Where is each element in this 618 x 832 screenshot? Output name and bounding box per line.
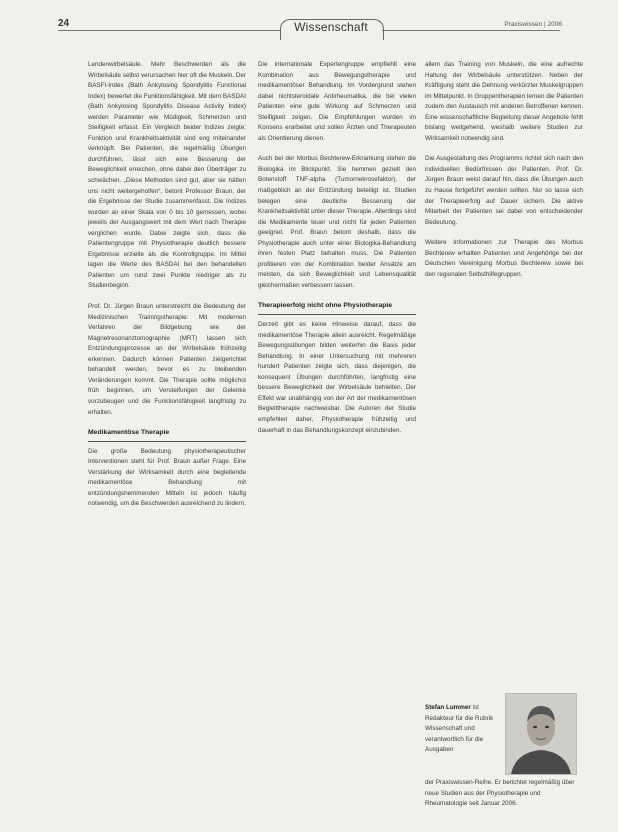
author-bio-tail: der Praxiswissen-Reihe. Er berichtet regelmäßig über neue Studien aus der Physiotherapie und Rheumatologie seit Januar 2006. (425, 779, 575, 808)
header-rule-left (58, 30, 280, 31)
issue-label: Praxiswissen | 2006 (504, 21, 562, 28)
subheading-therapieerfolg: Therapieerfolg nicht ohne Physiotherapie (258, 301, 416, 315)
section-title: Wissenschaft (294, 20, 368, 34)
author-text: ist Redakteur für die Rubrik Wissenschaft und verantwortlich für die Ausgaben (425, 704, 494, 754)
author-portrait-image (506, 694, 576, 774)
author-photo (505, 693, 577, 775)
paragraph: Lendenwirbelsäule. Mehr Beschwerden als die Wirbelsäule selbst verursachen hier oft die Muskeln. Der BASFI-Index (Bath Ankylosing Spondylitis Functional Index) bewertet die Funktionsfähigkeit. Mit dem BASDAI (Bath Ankylosing Spondylitis Disease Activity Index) werden Parameter wie Müdigkeit, Schmerzen und Steifigkeit erfasst. Ein Vergleich beider Indizes zeigte: Funktion und Krankheitsaktivität sind eng miteinander verknüpft. Bei Patienten, die regelmäßig Übungen durchführen, lässt sich eine Besserung der Beweglichkeit erreichen, ohne dabei den Überträger zu schwächen. „Diese Methoden sind gut, aber sie hätten uns nicht weitergeholfen“, betont Professor Braun, der die Ergebnisse der Studie zusammenfasst. Die Indizes wurden an einer Skala von 0 bis 10 gemessen, wobei jeweils der Ausgangswert mit dem Wert nach Therapie verglichen wurde. Dabei zeigte sich, dass die Patientengruppe mit Physiotherapie deutlich bessere Ergebnisse erzielte als die Kontrollgruppe. Im Mittel lagen die Werte des BASDAI bei den behandelten Patienten um rund zwei Punkte niedriger als zu Studienbeginn. (88, 61, 246, 290)
author-name: Stefan Lummer (425, 704, 471, 711)
header-rule-right (382, 30, 560, 31)
article-column-1 (88, 60, 246, 520)
article-column-2 (258, 60, 416, 446)
paragraph: Die große Bedeutung physiotherapeutischer Interventionen steht für Prof. Braun außer Frage. Eine Verstärkung der Wirksamkeit durch eine begleitende medikamentöse Behandlung mit entzündungshemmenden Mitteln ist jedoch häufig notwendig, um die Beschwerden ausreichend zu lindern. (88, 447, 246, 508)
subheading-medikamentoese-therapie: Medikamentöse Therapie (88, 428, 246, 442)
paragraph: allem das Training von Muskeln, die eine aufrechte Haltung der Wirbelsäule unterstützen. Neben der Kräftigung steht die Dehnung verkürzter Muskelgruppen im Mittelpunkt. In Gruppentherapien lernen die Patienten zudem den Austausch mit anderen Betroffenen kennen. Eine wissenschaftliche Begleitung dieser Angebote fehlt bislang weitgehend, weshalb weitere Studien zur Wirksamkeit notwendig sind. (425, 61, 583, 142)
author-caption (425, 703, 503, 756)
paragraph: Prof. Dr. Jürgen Braun unterstreicht die Bedeutung der Medizinischen Trainingstherapie: Mit modernen Verfahren der Bildgebung wie der Magnetresonanztomographie (MRT) lassen sich Entzündungsprozesse an der Wirbelsäule frühzeitig erkennen. Dadurch können Patienten zielgerichtet behandelt werden, bevor es zu bleibenden Veränderungen kommt. Die Therapie sollte möglichst früh beginnen, um Versteifungen der Gelenke vorzubeugen und die Funktionsfähigkeit langfristig zu erhalten. (88, 303, 246, 416)
page-number: 24 (58, 18, 70, 29)
paragraph: Die Ausgestaltung des Programms richtet sich nach den individuellen Bedürfnissen der Patienten. Prof. Dr. Jürgen Braun weist darauf hin, dass die Übungen auch zu Hause fortgeführt werden sollten. Nur so lasse sich der Therapieerfolg auf Dauer sichern. Die aktive Mitarbeit der Patienten sei dabei von entscheidender Bedeutung. (425, 155, 583, 226)
paragraph: Die internationale Expertengruppe empfiehlt eine Kombination aus Bewegungstherapie und medikamentöser Behandlung. Im Vordergrund stehen dabei nichtsteroidale Antirheumatika, die bei vielen Patienten eine gute Wirkung auf Schmerzen und Steifigkeit zeigen. Die Empfehlungen wurden im Konsens erarbeitet und sollen Ärzten und Therapeuten als Orientierung dienen. (258, 61, 416, 142)
paragraph: Weitere Informationen zur Therapie des Morbus Bechterew erhalten Patienten und Angehörige bei der Deutschen Vereinigung Morbus Bechterew sowie bei den regionalen Selbsthilfegruppen. (425, 239, 583, 278)
article-column-3 (425, 60, 583, 290)
paragraph: Auch bei der Morbus Bechterew-Erkrankung stehen die Biologika im Blickpunkt. Sie hemmen gezielt den Botenstoff TNF-alpha (Tumornekrosefaktor), der maßgeblich an der Entzündung beteiligt ist. Studien belegen eine deutliche Besserung der Krankheitsaktivität unter dieser Therapie. Allerdings sind die Medikamente teuer und nicht für jeden Patienten geeignet. Prof. Braun betont deshalb, dass die Physiotherapie auch unter einer Biologika-Behandlung ihren festen Platz behalten muss. Die Patienten profitieren von der Kombination beider Ansätze am meisten, da sich Beweglichkeit und Lebensqualität gleichermaßen verbessern lassen. (258, 155, 416, 289)
page-header (0, 0, 618, 40)
paragraph: Derzeit gibt es keine Hinweise darauf, dass die medikamentöse Therapie allein ausreicht. Regelmäßige Bewegungsübungen bilden weiterhin die Basis jeder Behandlung. In einer Untersuchung mit mehreren hundert Patienten zeigte sich, dass diejenigen, die konsequent Übungen durchführten, langfristig eine bessere Beweglichkeit der Wirbelsäule behielten. Der Effekt war unabhängig von der Art der medikamentösen Begleittherapie nachweisbar. Die Autoren der Studie empfehlen daher, Physiotherapie frühzeitig und dauerhaft in das Behandlungskonzept einzubinden. (258, 321, 416, 434)
